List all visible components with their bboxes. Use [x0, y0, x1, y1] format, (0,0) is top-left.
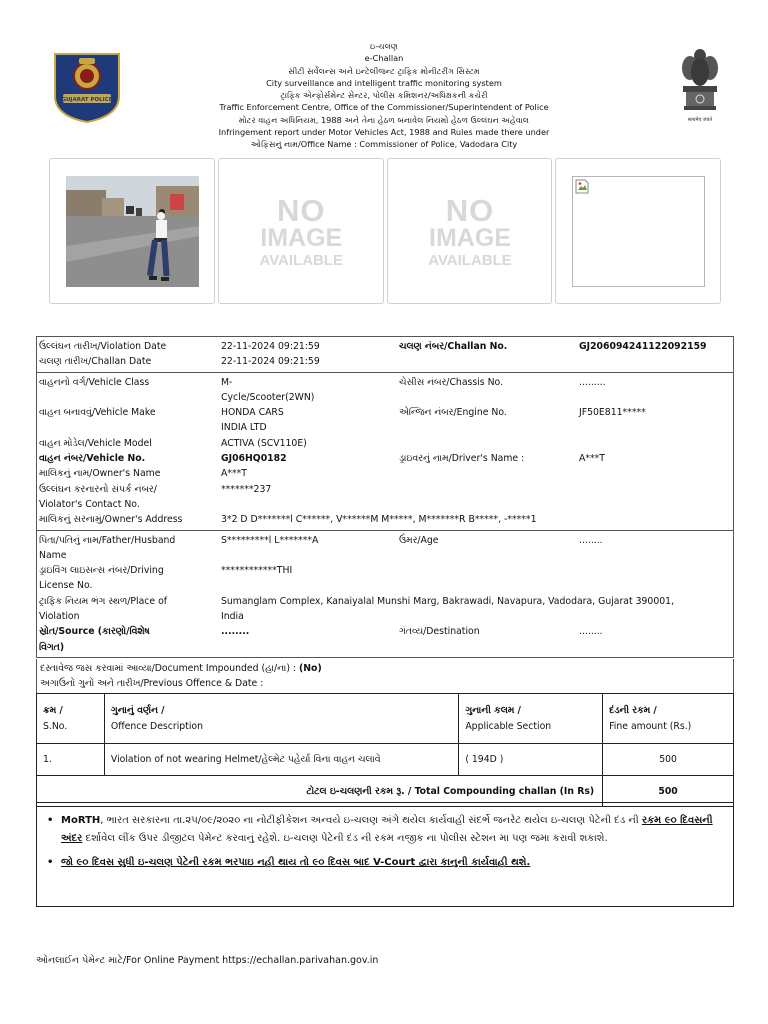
- age-value: ........: [579, 534, 603, 546]
- evidence-photos: [49, 158, 721, 304]
- header-line: સીટી સર્વેલન્સ અને ઇન્ટેલીજન્ટ ટ્રાફિક મોનીટરીંગ સિસ્ટમ: [288, 65, 480, 76]
- chassis-label: ચેસીસ નંબર/Chassis No.: [399, 376, 504, 388]
- violation-photo[interactable]: [66, 176, 199, 287]
- vehicle-section: [37, 373, 733, 531]
- header-line: Traffic Enforcement Centre, Office of the Commissioner/Superintendent of Police: [219, 102, 549, 113]
- total-value: 500: [603, 776, 734, 807]
- vehicle-make-label: વાહન બનાવવું/Vehicle Make: [39, 407, 156, 419]
- engine-label: એન્જિન નંબર/Engine No.: [399, 407, 507, 419]
- photo-card[interactable]: [387, 158, 553, 304]
- owner-address-value: 3*2 D D*******l C******, V******M M*****, M*******R B*****, -*****1: [221, 514, 537, 526]
- age-label: ઉંમર/Age: [399, 534, 439, 546]
- challan-no-label: ચલણ નંબર/Challan No.: [399, 341, 508, 352]
- vehicle-no-label: વાહન નંબર/Vehicle No.: [39, 453, 146, 465]
- offence-table: [36, 693, 734, 807]
- owner-address-label: માલિકનું સરનામું/Owner's Address: [39, 514, 183, 526]
- licence-label: ડ્રાઇવિંગ લાઇસન્સ નંબર/Driving License No.: [39, 565, 164, 592]
- section-header: ગુનાની કલમ / Applicable Section: [459, 694, 603, 744]
- broken-image-icon: [575, 179, 589, 194]
- previous-offence: અગાઉનો ગુનો અને તારીખ/Previous Offence & Date :: [40, 678, 264, 689]
- header-line: મોટર વાહન અધિનિયમ, 1988 અને તેના હેઠળ બનાવેલ નિયમો હેઠળ ઉલ્લંઘન અહેવાલ: [238, 114, 530, 125]
- payment-note: • MoRTH, ભારત સરકારના તા.૨૫/૦૯/૨૦૨૦ ના નોટીફીકેશન અન્વયે ઇ-ચલણ અંગે થયેલ કાર્યવાહી સંદર્ભે જનરેટ થયેલ ઇ-ચલણ પેટેની દંડ ની રકમ ૯૦ દિવસની અંદર દર્શાવેલ લીંક ઉપર ડીજીટલ પેમેન્ટ કરવાનું રહેશે. ઇ-ચલણ પેટેની દંડ ની રકમ નજીક ના પોલીસ સ્ટેશન મા પણ જમા કરાવી શકાશે.: [47, 812, 725, 848]
- source-label: સ્રોત/Source (કારણો/વિશેષ વિગત): [39, 626, 150, 653]
- no-image-placeholder: NO IMAGE AVAILABLE: [428, 193, 512, 269]
- owner-name-value: A***T: [221, 468, 247, 480]
- vcourt-warning: • જો ૯૦ દિવસ સુધી ઇ-ચલણ પેટેની રકમ ભરપાઇ નહી થાય તો ૯૦ દિવસ બાદ V-Court દ્વારા કાનુની કાર્યવાહી થશે.: [47, 854, 725, 872]
- notes-box: [36, 802, 734, 907]
- vehicle-no-value: GJ06HQ0182: [221, 453, 287, 465]
- person-section: [37, 531, 733, 657]
- driver-name-label: ડ્રાઇવરનું નામ/Driver's Name :: [399, 453, 525, 465]
- father-name-value: S*********l L*******A: [221, 534, 319, 546]
- section-cell: ( 194D ): [459, 744, 603, 776]
- sno-cell: 1.: [37, 744, 105, 776]
- online-payment-link[interactable]: ઓનલાઈન પેમેન્ટ માટે/For Online Payment https://echallan.parivahan.gov.in: [36, 955, 379, 966]
- vehicle-model-label: વાહન મોડેલ/Vehicle Model: [39, 437, 152, 449]
- svg-text:GUJARAT POLICE: GUJARAT POLICE: [61, 97, 113, 103]
- office-name: ઓફિસનું નામ/Office Name : Commissioner of Police, Vadodara City: [250, 139, 518, 150]
- place-value: Sumanglam Complex, Kanaiyalal Munshi Marg, Bakrawadi, Navapura, Vadodara, Gujarat 390001, India: [221, 595, 675, 623]
- contact-label: ઉલ્લંઘન કરનારનો સંપર્ક નંબર/ Violator's Contact No.: [39, 483, 157, 510]
- total-label: ટોટલ ઇ-ચલણની રકમ રૂ. / Total Compounding challan (In Rs): [37, 776, 603, 807]
- photo-card[interactable]: [555, 158, 721, 304]
- destination-value: ........: [579, 626, 603, 638]
- violation-date-label: ઉલ્લંઘન તારીખ/Violation Date: [39, 341, 167, 352]
- driver-name-value: A***T: [579, 453, 605, 465]
- photo-card[interactable]: [49, 158, 215, 304]
- destination-label: ગંતવ્ય/Destination: [399, 626, 480, 638]
- table-header-row: [37, 694, 734, 744]
- place-label: ટ્રાફિક નિયમ ભંગ સ્થળ/Place of Violation: [39, 595, 168, 623]
- sno-header: ક્રમ / S.No.: [37, 694, 105, 744]
- source-value: ........: [221, 626, 250, 638]
- chassis-value: .........: [579, 376, 606, 388]
- document-section: [36, 659, 734, 694]
- vehicle-class-label: વાહનનો વર્ગ/Vehicle Class: [39, 376, 150, 388]
- description-header: ગુનાનું વર્ણન / Offence Description: [104, 694, 458, 744]
- date-section: [37, 337, 733, 373]
- contact-value: *******237: [221, 483, 272, 495]
- document-impounded: દસ્તાવેજ જસ કરવામાં આવ્યા/Document Impounded (હા/ના) : (No): [40, 663, 322, 674]
- challan-date-value: 22-11-2024 09:21:59: [221, 356, 320, 368]
- challan-details: [36, 336, 734, 658]
- broken-image: [572, 176, 705, 287]
- header-line: Infringement report under Motor Vehicles Act, 1988 and Rules made there under: [218, 127, 550, 138]
- engine-value: JF50E811*****: [579, 407, 646, 419]
- header-line: City surveillance and intelligent traffic monitoring system: [266, 77, 502, 88]
- table-row: [37, 744, 734, 776]
- header-line: ઇ-ચલણ: [369, 41, 399, 51]
- owner-name-label: માલિકનું નામ/Owner's Name: [39, 468, 161, 480]
- description-cell: Violation of not wearing Helmet/હેલ્મેટ પહેર્યા વિના વાહન ચલાવે: [104, 744, 458, 776]
- father-name-label: પિતા/પતિનું નામ/Father/Husband Name: [39, 534, 176, 561]
- svg-text:सत्यमेव जयते: सत्यमेव जयते: [687, 117, 713, 123]
- violation-date-value: 22-11-2024 09:21:59: [221, 341, 320, 352]
- challan-no-value: GJ206094241122092159: [579, 341, 707, 352]
- no-image-placeholder: NO IMAGE AVAILABLE: [259, 193, 344, 269]
- licence-value: ************THI: [221, 565, 293, 577]
- fine-header: દંડની રકમ / Fine amount (Rs.): [603, 694, 734, 744]
- header-line: e-Challan: [364, 53, 404, 64]
- header-line: ટ્રાફિક એન્ફોર્સમેન્ટ સેન્ટર, પોલીસ કમિશનર/અધિક્ષકની કચેરી: [280, 90, 488, 101]
- vehicle-class-value: M- Cycle/Scooter(2WN): [221, 376, 315, 403]
- vehicle-model-value: ACTIVA (SCV110E): [221, 437, 307, 449]
- fine-cell: 500: [603, 744, 734, 776]
- photo-card[interactable]: [218, 158, 384, 304]
- challan-date-label: ચલણ તારીખ/Challan Date: [39, 356, 152, 368]
- vehicle-make-value: HONDA CARS INDIA LTD: [221, 407, 284, 434]
- challan-header: [0, 40, 768, 151]
